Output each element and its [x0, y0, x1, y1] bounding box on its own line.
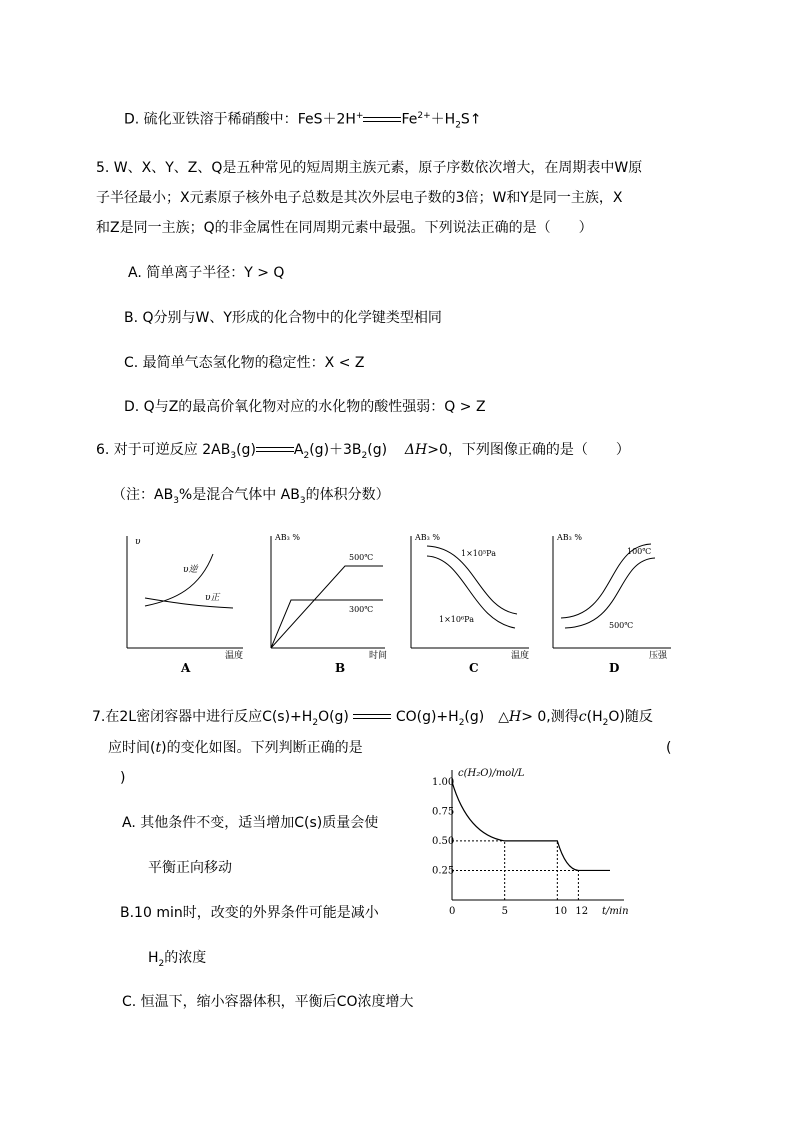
q5-option-a: A. 简单离子半径：Y > Q: [128, 265, 285, 281]
q7-option-a-line2: 平衡正向移动: [148, 860, 232, 876]
q7-l1-pre: 7.在2L密闭容器中进行反应C(s)+H: [92, 709, 313, 725]
graph-c-c2: 1×10⁶Pa: [439, 615, 474, 624]
graph-c-xlabel: 温度: [511, 651, 530, 661]
equals-sign-icon: [363, 115, 401, 125]
graph-b: [271, 533, 387, 675]
q4d-eq-right: Fe: [401, 111, 418, 128]
graph-b-c2: 300℃: [349, 605, 374, 614]
q6-note-post: 的体积分数）: [305, 487, 390, 503]
q7-option-c: C. 恒温下，缩小容器体积，平衡后CO浓度增大: [122, 994, 414, 1010]
graph-b-c1: 500℃: [349, 553, 374, 562]
graph-a-ylabel: υ: [135, 537, 141, 547]
q6-lead: 6. 对于可逆反应 2AB: [96, 442, 231, 458]
q7-l1-p5: O)随反: [608, 709, 653, 725]
graph-d-c1: 100℃: [627, 547, 652, 556]
q5-line3: 和Z是同一主族；Q的非金属性在同周期元素中最强。下列说法正确的是（ ）: [96, 220, 593, 236]
q4-option-d: [124, 106, 482, 135]
graph-c: [411, 533, 529, 675]
q7-l1-p1: CO(g)+H: [395, 709, 459, 725]
graph-d-c2: 500℃: [609, 621, 634, 630]
q4d-eq-right-sub: 2: [455, 120, 461, 131]
graph-b-letter: B: [335, 661, 346, 675]
q7-l2-pre: 应时间(: [108, 740, 156, 756]
q5-option-b: B. Q分别与W、Y形成的化合物中的化学键类型相同: [124, 310, 442, 326]
q6-sub: 3: [230, 450, 237, 461]
q7-l1-c: c: [578, 709, 587, 725]
q4d-eq-right-sup: 2+: [417, 111, 431, 121]
q6-p3: (g): [367, 442, 388, 458]
q7-chart-xtick: 0: [449, 906, 456, 917]
q6-dh: ΔH: [404, 442, 428, 458]
reversible-arrow-icon: [353, 712, 391, 722]
q7-b2-post: 的浓度: [164, 950, 207, 966]
q6-note-sub: 3: [173, 495, 179, 506]
q6-note: [112, 485, 390, 511]
q7-option-b-line1: B.10 min时，改变的外界条件可能是减小: [120, 905, 379, 921]
q7-stem-line1: [92, 707, 653, 733]
q7-l2-t: t: [155, 740, 162, 756]
q7-paren-open: (: [666, 740, 672, 756]
q6-p1: A: [293, 442, 304, 458]
graph-a-c2: υ正: [205, 593, 220, 603]
q5-option-d: D. Q与Z的最高价氧化物对应的水化物的酸性强弱：Q > Z: [124, 399, 486, 415]
q6-p1-sub: 2: [303, 450, 310, 461]
q6-mid: (g): [236, 442, 256, 458]
graph-d-curve-500: [565, 558, 655, 628]
q7-chart: [430, 752, 640, 924]
q7-chart-ytick: 0.75: [432, 806, 455, 818]
q7-b2: H: [148, 950, 159, 966]
q6-note-sub2: 3: [299, 495, 306, 506]
q6-graphs: [115, 528, 675, 678]
q7-chart-ytick: 0.25: [432, 865, 455, 877]
q7-chart-ylabel: c(H₂O)/mol/L: [458, 768, 525, 779]
q6-dh-rest: >0，下列图像正确的是（ ）: [427, 442, 630, 458]
q7-l1-p4-sub: 2: [602, 717, 609, 728]
q7-chart-xtick: 12: [575, 906, 589, 917]
q6-p2-sub: 2: [361, 450, 368, 461]
q7-chart-ytick: 0.50: [432, 835, 455, 847]
q4d-label: D. 硫化亚铁溶于稀硝酸中：: [124, 111, 298, 128]
q5-line1: 5. W、X、Y、Z、Q是五种常见的短周期主族元素，原子序数依次增大，在周期表中W原: [96, 160, 643, 176]
q5-line2: 子半径最小；X元素原子核外电子总数是其次外层电子数的3倍；W和Y是同一主族，X: [96, 190, 623, 206]
graph-c-letter: C: [469, 661, 479, 675]
q7-chart-xtick: 5: [501, 906, 509, 917]
graph-b-xlabel: 时间: [369, 651, 388, 661]
q6-stem: [96, 440, 630, 466]
graph-a-c1: υ逆: [183, 565, 198, 575]
q7-b2-sub: 2: [158, 958, 165, 969]
graph-d: [553, 533, 671, 675]
graph-b-ylabel: AB₃ %: [275, 533, 301, 542]
q5-option-c: C. 最简单气态氢化物的稳定性：X < Z: [124, 355, 365, 371]
q7-l1-p2: (g) △: [464, 709, 509, 725]
graph-a-curve-rev: [145, 554, 213, 606]
q7-option-b-line2: [148, 948, 206, 974]
q4d-eq-right-post: S↑: [460, 111, 482, 128]
q7-paren-close: ): [120, 770, 126, 786]
q7-chart-ytick: 1.00: [432, 776, 455, 788]
graph-d-ylabel: AB₃ %: [557, 533, 583, 542]
q4d-eq-sup: +: [355, 111, 364, 121]
graph-c-ylabel: AB₃ %: [415, 533, 441, 542]
graph-a: [127, 536, 243, 675]
q7-option-a-line1: A. 其他条件不变，适当增加C(s)质量会使: [122, 815, 379, 831]
graph-d-xlabel: 压强: [649, 651, 668, 661]
q7-l1-p4: (H: [586, 709, 603, 725]
q7-chart-curve: [452, 782, 610, 871]
q7-l1-sub: 2: [312, 717, 319, 728]
q6-p2: (g)＋3B: [309, 442, 362, 458]
q6-note-mid: %是混合气体中 AB: [178, 487, 300, 503]
graph-a-letter: A: [181, 661, 191, 675]
reversible-arrow-icon: [256, 445, 294, 455]
q4d-eq-right-mid: ＋H: [430, 111, 456, 128]
q6-note-pre: （注：AB: [112, 487, 174, 503]
graph-c-c1: 1×10⁵Pa: [461, 549, 496, 558]
q7-l1-mid: O(g): [318, 709, 349, 725]
q7-chart-xtick: 10: [554, 906, 568, 917]
q7-chart-xlabel: t/min: [602, 906, 629, 917]
q4d-eq-left: FeS＋2H: [297, 111, 356, 128]
q7-l1-p3: > 0,测得: [521, 709, 579, 725]
q7-l1-h: H: [509, 709, 522, 725]
graph-a-xlabel: 温度: [225, 651, 244, 661]
q7-l2-post: )的变化如图。下列判断正确的是: [161, 740, 363, 756]
q7-l1-p1-sub: 2: [458, 717, 465, 728]
q7-stem-line2: [108, 738, 363, 758]
graph-d-letter: D: [609, 661, 620, 675]
